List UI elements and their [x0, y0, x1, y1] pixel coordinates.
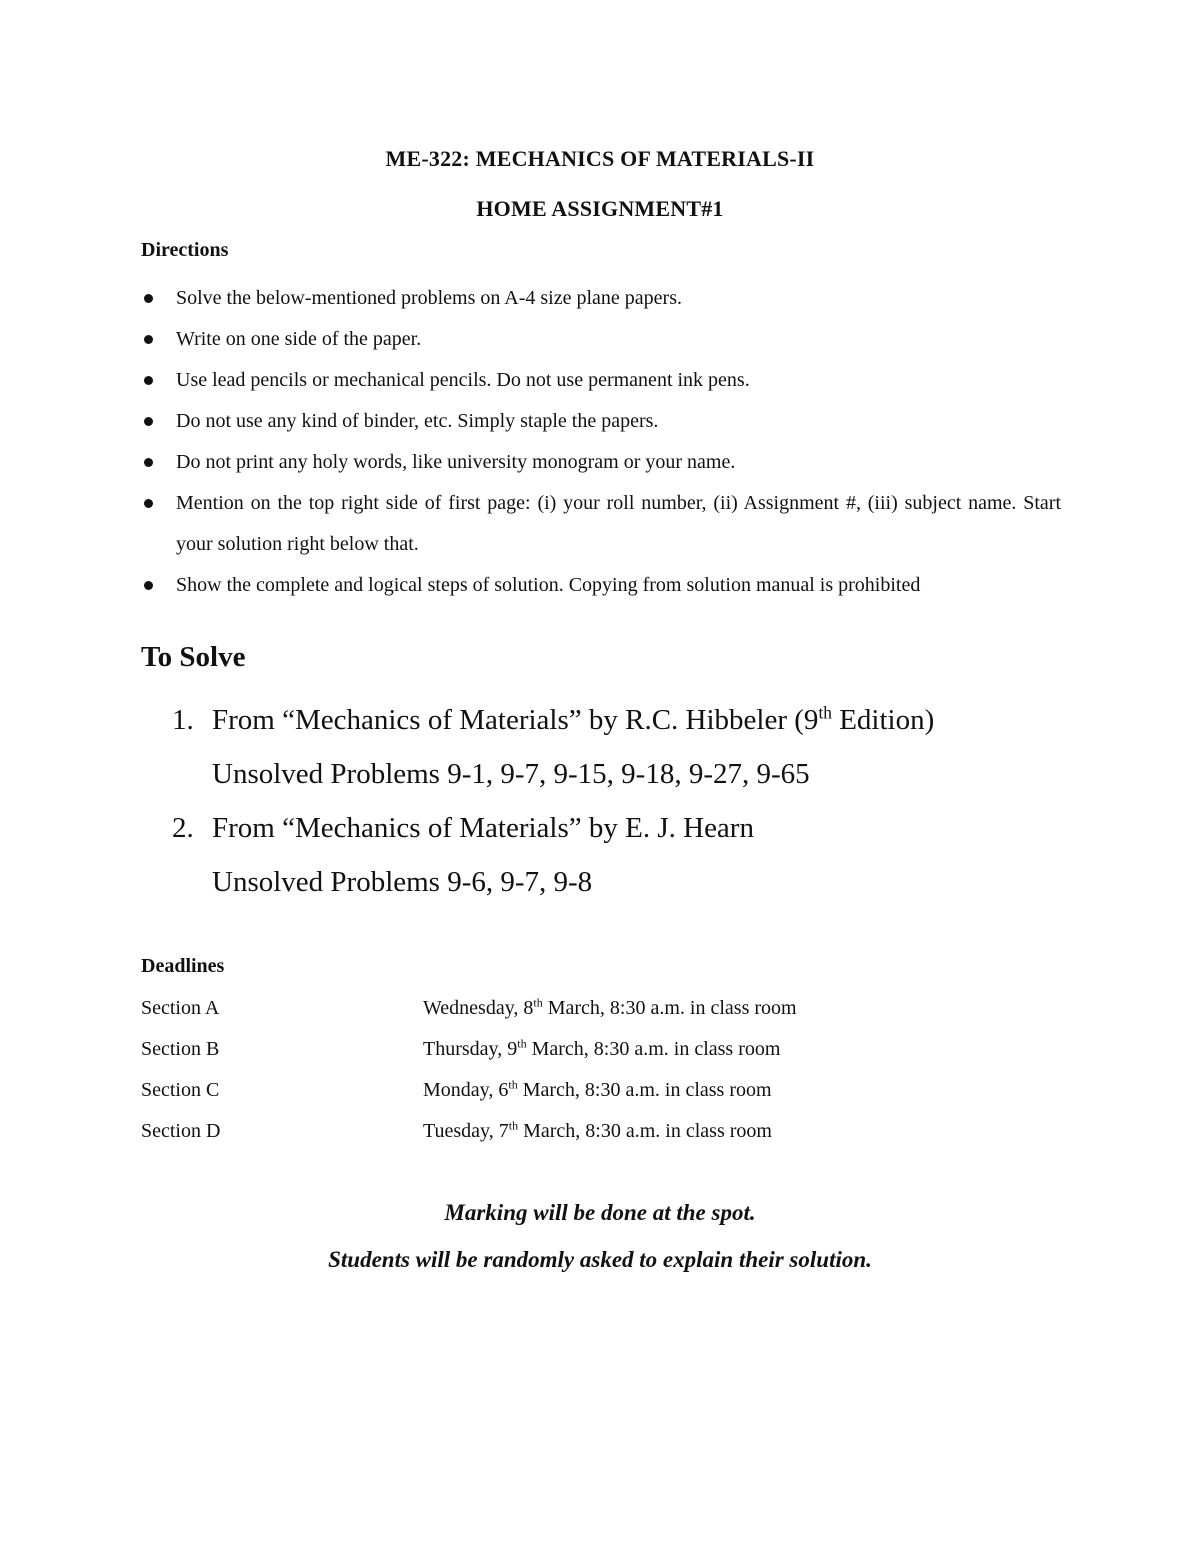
directions-item: Do not use any kind of binder, etc. Simply staple the papers. [141, 401, 1061, 442]
problem-number: 1. [172, 704, 194, 736]
deadline-row [141, 1031, 1041, 1072]
explain-note: Students will be randomly asked to explain their solution. [328, 1247, 872, 1272]
marking-note: Marking will be done at the spot. [444, 1200, 756, 1225]
deadlines-heading: Deadlines [141, 955, 225, 977]
deadline-row [141, 1113, 1041, 1154]
course-title: ME-322: MECHANICS OF MATERIALS-II [385, 146, 815, 171]
section-name: Section C [141, 1079, 220, 1101]
problem-numbers: Unsolved Problems 9-6, 9-7, 9-8 [212, 866, 593, 898]
problem-source: From “Mechanics of Materials” by R.C. Hibbeler (9th Edition) [212, 702, 935, 736]
bullet-icon [144, 499, 153, 508]
to-solve-heading: To Solve [141, 641, 246, 673]
directions-item: Use lead pencils or mechanical pencils. Do not use permanent ink pens. [141, 360, 1061, 401]
directions-item: Write on one side of the paper. [141, 319, 1061, 360]
problem-number: 2. [172, 812, 194, 844]
deadline-row [141, 990, 1041, 1031]
deadline-time: Wednesday, 8th March, 8:30 a.m. in class room [423, 995, 797, 1019]
bullet-icon [144, 417, 153, 426]
problem-item [172, 693, 1072, 801]
problem-numbers: Unsolved Problems 9-1, 9-7, 9-15, 9-18, 9-27, 9-65 [212, 758, 810, 790]
problem-list [172, 693, 1072, 909]
deadline-table [141, 990, 1041, 1154]
bullet-icon [144, 458, 153, 467]
directions-item: Do not print any holy words, like university monogram or your name. [141, 442, 1061, 483]
section-name: Section A [141, 997, 220, 1019]
bullet-icon [144, 581, 153, 590]
section-name: Section D [141, 1120, 221, 1142]
bullet-icon [144, 294, 153, 303]
bullet-icon [144, 376, 153, 385]
deadline-time: Thursday, 9th March, 8:30 a.m. in class room [423, 1036, 781, 1060]
problem-source: From “Mechanics of Materials” by E. J. Hearn [212, 812, 754, 844]
assignment-title: HOME ASSIGNMENT#1 [476, 196, 724, 221]
directions-heading: Directions [141, 239, 229, 261]
deadline-time: Tuesday, 7th March, 8:30 a.m. in class room [423, 1118, 772, 1142]
directions-list [141, 278, 1061, 606]
directions-item: Solve the below-mentioned problems on A-4 size plane papers. [141, 278, 1061, 319]
directions-item: Show the complete and logical steps of solution. Copying from solution manual is prohibited [141, 565, 1061, 606]
deadline-time: Monday, 6th March, 8:30 a.m. in class room [423, 1077, 772, 1101]
problem-item [172, 801, 1072, 909]
section-name: Section B [141, 1038, 220, 1060]
deadline-row [141, 1072, 1041, 1113]
directions-item: Mention on the top right side of first page: (i) your roll number, (ii) Assignment #, (iii) subject name. Start your solution right below that. [141, 483, 1061, 565]
bullet-icon [144, 335, 153, 344]
